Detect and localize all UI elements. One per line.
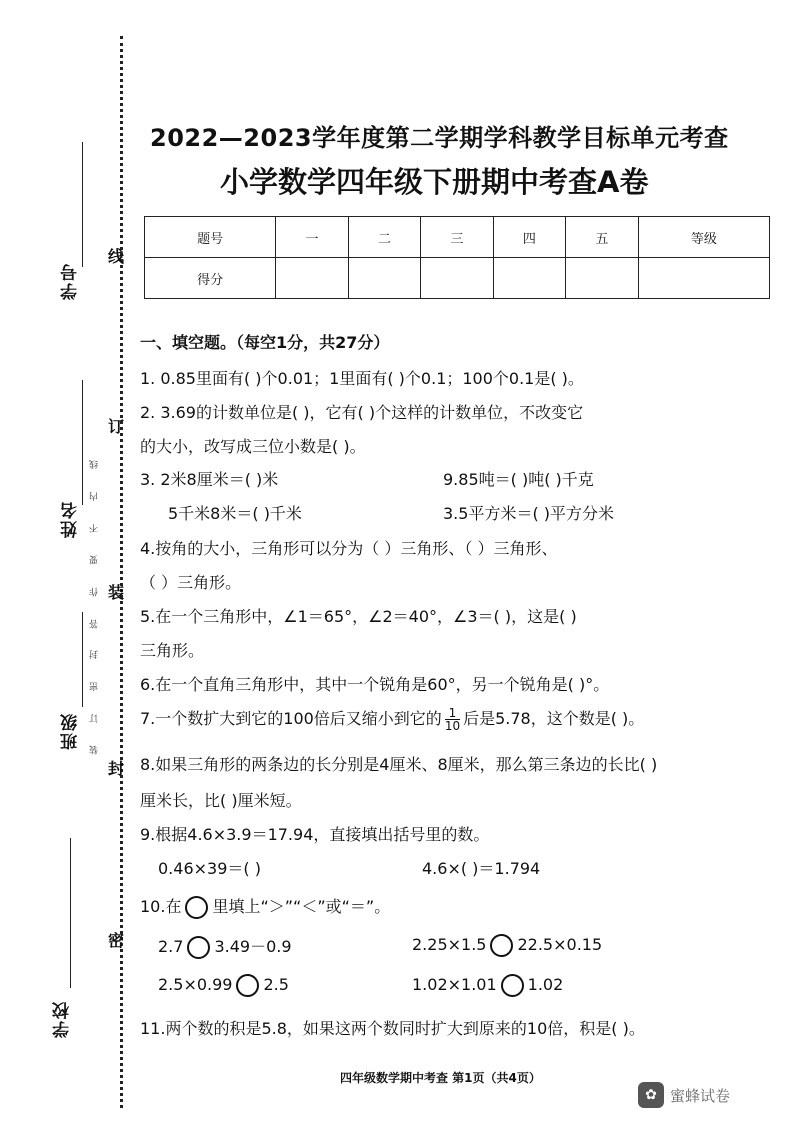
compare-a-right: 3.49－0.9 — [214, 937, 292, 956]
class-line — [82, 612, 83, 707]
score-cell: 四 — [493, 217, 565, 258]
name-label: 姓名 — [61, 500, 81, 538]
question-8-line-2: 厘米长，比( )厘米短。 — [140, 791, 302, 810]
question-3-left-2: 5千米8米＝( )千米 — [168, 504, 302, 523]
school-line — [70, 838, 71, 988]
question-4-line-1: 4.按角的大小，三角形可以分为（ ）三角形、（ ）三角形、 — [140, 539, 558, 558]
question-2-line-2: 的大小，改写成三位小数是( )。 — [140, 437, 366, 456]
question-6: 6.在一个直角三角形中，其中一个锐角是60°，另一个锐角是( )°。 — [140, 675, 610, 694]
score-cell: 五 — [566, 217, 638, 258]
seal-ding: 订 — [108, 417, 125, 436]
question-5-line-2: 三角形。 — [140, 641, 205, 660]
seal-xian: 线 — [108, 247, 125, 266]
question-4-line-2: （ ）三角形。 — [140, 573, 242, 592]
question-3-right-1: 9.85吨＝( )吨( )千克 — [443, 470, 594, 489]
score-cell: 二 — [348, 217, 420, 258]
compare-d — [412, 974, 563, 997]
compare-c — [158, 974, 289, 997]
score-table — [144, 216, 770, 299]
name-line — [82, 380, 83, 505]
score-input-cell[interactable] — [348, 258, 420, 299]
question-7 — [140, 706, 644, 732]
bee-logo-icon: ✿ — [638, 1082, 664, 1108]
question-10 — [140, 894, 390, 919]
question-7-text-pre: 7.一个数扩大到它的100倍后又缩小到它的 — [140, 709, 442, 728]
question-9-right: 4.6×( )＝1.794 — [422, 859, 541, 878]
compare-a-left: 2.7 — [158, 937, 184, 956]
question-1: 1. 0.85里面有( )个0.01；1里面有( )个0.1；100个0.1是( )。 — [140, 369, 584, 388]
score-table-header-row — [145, 217, 770, 258]
score-cell: 题号 — [145, 217, 276, 258]
seal-feng: 封 — [108, 759, 125, 778]
score-input-cell[interactable] — [566, 258, 638, 299]
question-11: 11.两个数的积是5.8，如果这两个数同时扩大到原来的10倍，积是( )。 — [140, 1019, 645, 1038]
compare-d-right: 1.02 — [527, 975, 564, 994]
question-8-line-1: 8.如果三角形的两条边的长分别是4厘米、8厘米，那么第三条边的长比( ) — [140, 755, 658, 774]
class-label: 班级 — [61, 712, 81, 750]
question-9: 9.根据4.6×3.9＝17.94，直接填出括号里的数。 — [140, 825, 490, 844]
page-footer: 四年级数学期中考查 第1页（共4页） — [340, 1071, 541, 1085]
compare-c-right: 2.5 — [263, 975, 289, 994]
question-10-text-pre: 10.在 — [140, 897, 182, 916]
question-7-text-post: 后是5.78，这个数是( )。 — [463, 709, 645, 728]
score-cell: 得分 — [145, 258, 276, 299]
question-3-right-2: 3.5平方米＝( )平方分米 — [443, 504, 615, 523]
exam-subtitle: 小学数学四年级下册期中考查A卷 — [220, 165, 649, 199]
score-cell: 等级 — [638, 217, 769, 258]
score-input-cell[interactable] — [276, 258, 348, 299]
compare-circle-input[interactable] — [236, 974, 259, 997]
score-input-cell[interactable] — [638, 258, 769, 299]
score-cell: 三 — [421, 217, 493, 258]
margin-warning-a: 答 作 要 不 内 线 — [90, 450, 100, 629]
compare-c-left: 2.5×0.99 — [158, 975, 233, 994]
fraction-denominator: 10 — [444, 719, 461, 733]
compare-circle-input[interactable] — [187, 936, 210, 959]
circle-icon — [185, 896, 208, 919]
compare-circle-input[interactable] — [490, 934, 513, 957]
seal-zhuang: 装 — [108, 583, 125, 602]
score-table-score-row — [145, 258, 770, 299]
fraction — [445, 707, 460, 732]
compare-b — [412, 934, 602, 957]
school-label: 学校 — [53, 1000, 73, 1038]
score-input-cell[interactable] — [421, 258, 493, 299]
exam-title: 2022—2023学年度第二学期学科教学目标单元考查 — [150, 124, 729, 152]
score-input-cell[interactable] — [493, 258, 565, 299]
margin-warning-b: 装 订 密 封 — [90, 640, 100, 755]
question-10-text-post: 里填上“＞”“＜”或“＝”。 — [212, 897, 391, 916]
compare-b-left: 2.25×1.5 — [412, 935, 487, 954]
question-3-left-1: 3. 2米8厘米＝( )米 — [140, 470, 279, 489]
student-id-line — [82, 142, 83, 267]
seal-mi: 密 — [108, 931, 125, 950]
section-heading: 一、填空题。（每空1分，共27分） — [140, 333, 390, 352]
compare-circle-input[interactable] — [501, 974, 524, 997]
question-2-line-1: 2. 3.69的计数单位是( )，它有( )个这样的计数单位，不改变它 — [140, 403, 584, 422]
fraction-numerator: 1 — [448, 706, 457, 720]
compare-a — [158, 934, 292, 959]
student-id-label: 学号 — [61, 262, 81, 300]
watermark-text: 蜜蜂试卷 — [670, 1086, 731, 1105]
watermark-logo — [638, 1082, 730, 1108]
question-5-line-1: 5.在一个三角形中，∠1＝65°，∠2＝40°，∠3＝( )，这是( ) — [140, 607, 577, 626]
compare-b-right: 22.5×0.15 — [517, 935, 603, 954]
question-9-left: 0.46×39＝( ) — [158, 859, 261, 878]
score-cell: 一 — [276, 217, 348, 258]
compare-d-left: 1.02×1.01 — [412, 975, 497, 994]
